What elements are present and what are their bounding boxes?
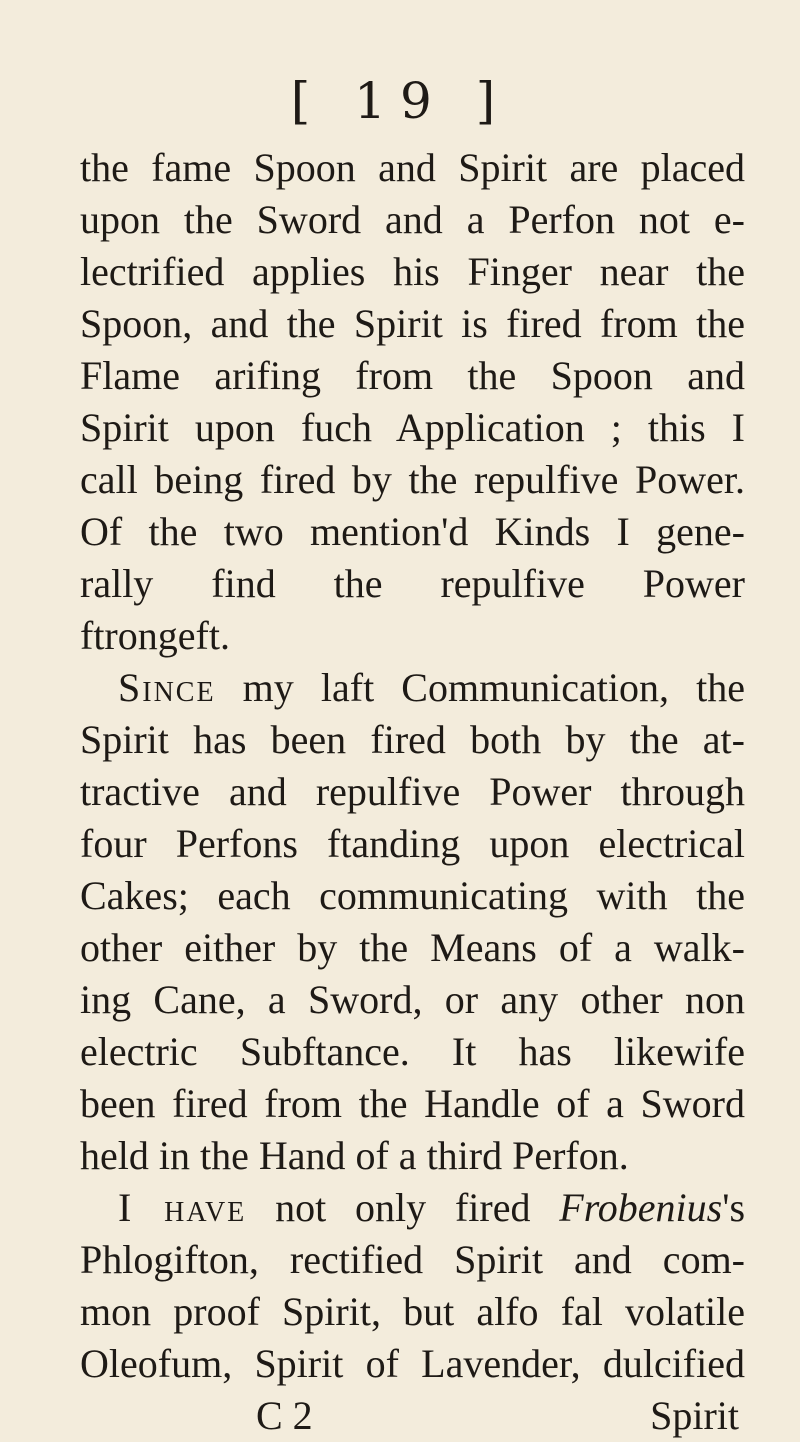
lead-word: I have [118, 1185, 247, 1230]
body-text [80, 142, 745, 1442]
signature-mark: C 2 [256, 1393, 313, 1438]
text-line: Spirit upon fuch Application ; this I [80, 405, 745, 450]
text-line: Phlogifton, rectified Spirit and com- [80, 1237, 745, 1282]
text-line: Flame arifing from the Spoon and [80, 353, 745, 398]
line-text: 's [722, 1185, 746, 1230]
text-line: mon proof Spirit, but alfo fal volatile [80, 1289, 745, 1334]
text-line: other either by the Means of a walk- [80, 925, 745, 970]
text-line: Oleofum, Spirit of Lavender, dulcified [80, 1341, 745, 1386]
text-line: Spoon, and the Spirit is fired from the [80, 301, 745, 346]
line-text: not only fired [246, 1185, 560, 1230]
text-line: lectrified applies his Finger near the [80, 249, 745, 294]
lead-word: Since [118, 665, 216, 710]
italic-name: Frobenius [559, 1185, 723, 1230]
line-text: my laft Communication, the [215, 665, 745, 710]
page-footer [80, 1390, 745, 1442]
text-line: held in the Hand of a third Perfon. [80, 1133, 629, 1178]
text-line: ing Cane, a Sword, or any other non [80, 977, 745, 1022]
text-line: the fame Spoon and Spirit are placed [80, 145, 745, 190]
catchword: Spirit [650, 1393, 739, 1438]
text-line: tractive and repulfive Power through [80, 769, 745, 814]
text-line: Cakes; each communicating with the [80, 873, 745, 918]
text-line: Of the two mention'd Kinds I gene- [80, 509, 745, 554]
text-line: Spirit has been fired both by the at- [80, 717, 745, 762]
paragraph-first-line [80, 662, 745, 714]
paragraph-first-line [80, 1182, 745, 1234]
text-line: four Perfons ftanding upon electrical [80, 821, 745, 866]
text-line: upon the Sword and a Perfon not e- [80, 197, 745, 242]
page-number: [ 19 ] [290, 72, 510, 130]
text-line: rally find the repulfive Power [80, 561, 745, 606]
text-line: ftrongeft. [80, 613, 230, 658]
text-line: call being fired by the repulfive Power. [80, 457, 745, 502]
text-line: been fired from the Handle of a Sword [80, 1081, 745, 1126]
text-line: electric Subftance. It has likewife [80, 1029, 745, 1074]
